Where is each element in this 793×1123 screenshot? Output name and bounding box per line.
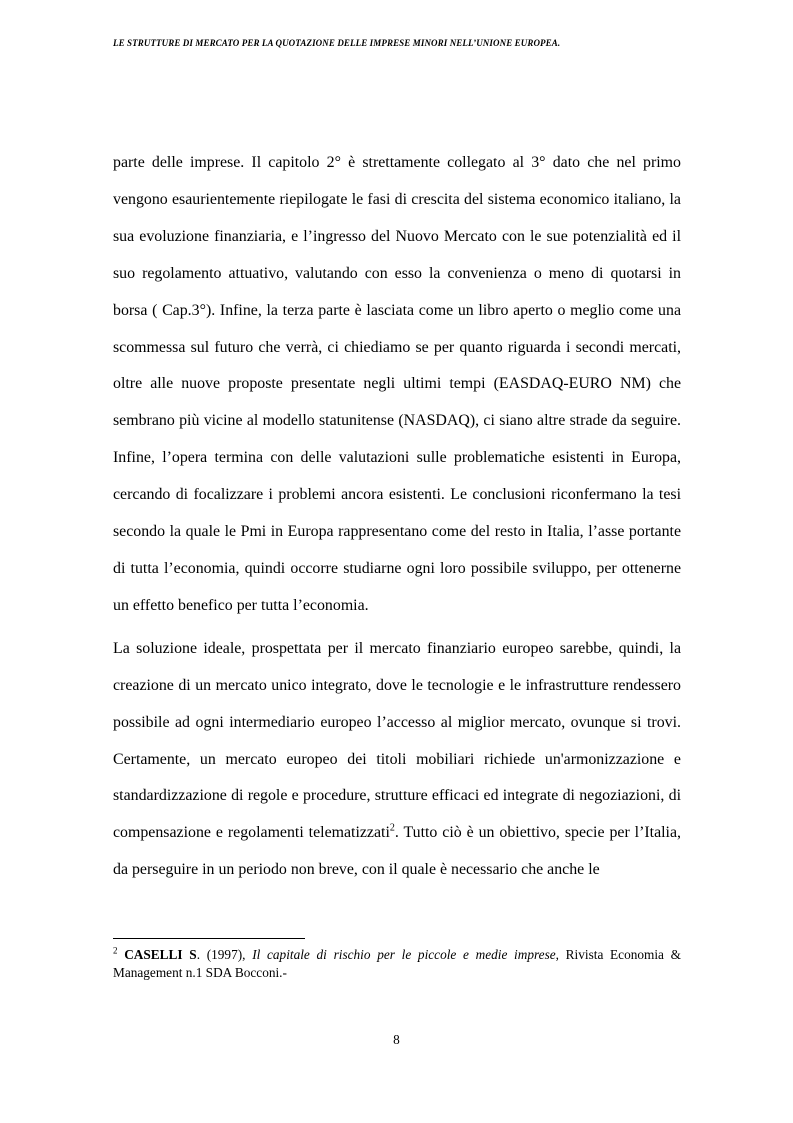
footnote-title: Il capitale di rischio per le piccole e medie imprese	[252, 947, 556, 962]
footnote	[113, 946, 681, 982]
body-text	[113, 145, 681, 889]
running-header: LE STRUTTURE DI MERCATO PER LA QUOTAZIONE DELLE IMPRESE MINORI NELL’UNIONE EUROPEA.	[113, 38, 561, 48]
footnote-number: 2	[113, 945, 118, 956]
paragraph-1: parte delle imprese. Il capitolo 2° è strettamente collegato al 3° dato che nel primo vengono esaurientemente riepilogate le fasi di crescita del sistema economico italiano, la sua evoluzione finanziaria, e l’ingresso del Nuovo Mercato con le sue potenzialità ed il suo regolamento attuativo, valutando con esso la convenienza o meno di quotarsi in borsa ( Cap.3°). Infine, la terza parte è lasciata come un libro aperto o meglio come una scommessa sul futuro che verrà, ci chiediamo se per quanto riguarda i secondi mercati, oltre alle nuove proposte presentate negli ultimi tempi (EASDAQ-EURO NM) che sembrano più vicine al modello statunitense (NASDAQ), ci siano altre strade da seguire. Infine, l’opera termina con delle valutazioni sulle problematiche esistenti in Europa, cercando di focalizzare i problemi ancora esistenti. Le conclusioni riconfermano la tesi secondo la quale le Pmi in Europa rappresentano come del resto in Italia, l’asse portante di tutta l’economia, quindi occorre studiarne ogni loro possibile sviluppo, per ottenerne un effetto benefico per tutta l’economia.	[113, 154, 681, 614]
footnote-separator	[113, 938, 305, 939]
page-number: 8	[393, 1032, 400, 1047]
paragraph-2-text-end: . Tutto ciò è un obiettivo, specie per l’Italia, da perseguire in un periodo non breve, con il quale è necessario che anche le	[113, 824, 681, 879]
paragraph-2	[113, 631, 681, 889]
footnote-source: , Rivista Economia & Management n.1 SDA Bocconi.-	[113, 947, 681, 980]
paragraph-2-text-start: La soluzione ideale, prospettata per il mercato finanziario europeo sarebbe, quindi, la creazione di un mercato unico integrato, dove le tecnologie e le infrastrutture rendessero possibile ad ogni intermediario europeo l’accesso al miglior mercato, ovunque si trovi. Certamente, un mercato europeo dei titoli mobiliari richiede un'armonizzazione e standardizzazione di regole e procedure, strutture efficaci ed integrate di negoziazioni, di compensazione e regolamenti telematizzati	[113, 639, 681, 842]
footnote-reference[interactable]: 2	[389, 823, 395, 835]
footnote-author: CASELLI S	[124, 947, 197, 962]
footnote-year: . (1997),	[196, 947, 253, 962]
